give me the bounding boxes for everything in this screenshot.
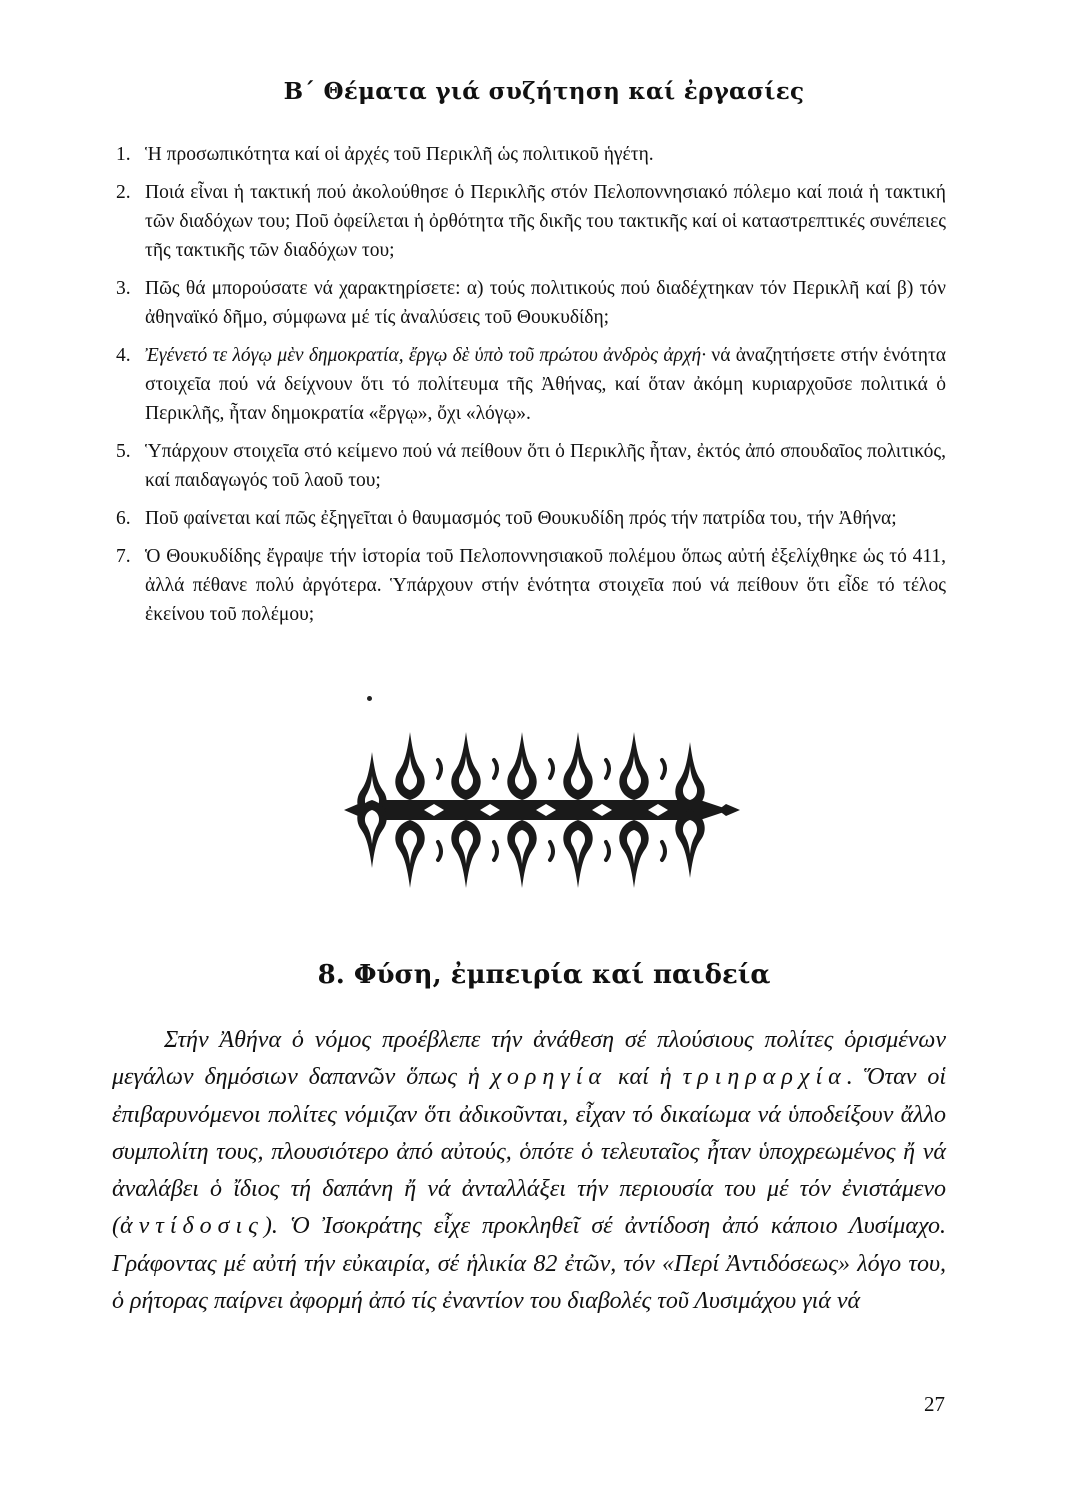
question-number: 6.: [116, 508, 131, 529]
term-trierarchia: τριηραρχία: [682, 1064, 847, 1091]
question-text-container: [145, 341, 946, 428]
question-number: 4.: [116, 345, 131, 366]
term-choregia: χορηγία: [490, 1064, 607, 1091]
question-number: 5.: [116, 441, 131, 462]
question-text: Ποιά εἶναι ἡ τακτική πού ἀκολούθησε ὁ Περικλῆς στόν Πελοποννησιακό πόλεμο καί ποιά ἡ τακτική τῶν διαδόχων του; Ποῦ ὀφείλεται ἡ ὀρθότητα τῆς δικῆς του τακτικῆς καί οἱ καταστρεπτικές συνέπειες τῆς τακτικῆς τῶν διαδόχων του;: [145, 182, 946, 261]
question-text: νά ἀναζητήσετε στήν ἑνότητα στοιχεῖα πού νά δείχνουν ὅτι τό πολίτευμα τῆς Ἀθήνας, καί ὅταν ἀκόμη κυριαρχοῦσε πολιτικά ὁ Περικλῆς, ἦταν δημοκρατία «ἔργῳ», ὄχι «λόγῳ».: [145, 345, 946, 424]
term-antidosis: ἀντίδοσις: [120, 1213, 264, 1240]
paragraph-segment: Στήν Ἀθήνα ὁ νόμος προέβλεπε τήν ἀνάθεση σέ πλούσιους πολίτες ὁρισμένων μεγάλων δημόσιων δαπανῶν ὅπως ἡ: [112, 1027, 946, 1091]
chapter-heading: 8. Φύση, ἐμπειρία καί παιδεία: [317, 960, 771, 990]
question-text: Ὁ Θουκυδίδης ἔγραψε τήν ἱστορία τοῦ Πελοποννησιακοῦ πολέμου ὅπως αὐτή ἐξελίχθηκε ὡς τό 411, ἀλλά πέθανε πολύ ἀργότερα. Ὑπάρχουν στήν ἑνότητα στοιχεῖα πού νά πείθουν ὅτι εἶδε τό τέλος ἐκείνου τοῦ πολέμου;: [145, 546, 946, 625]
section-heading: Β΄ Θέματα γιά συζήτηση καί ἐργασίες: [283, 78, 805, 105]
question-text: Πῶς θά μπορούσατε νά χαρακτηρίσετε: α) τούς πολιτικούς πού διαδέχτηκαν τόν Περικλῆ καί β) τόν ἀθηναϊκό δῆμο, σύμφωνα μέ τίς ἀναλύσεις τοῦ Θουκυδίδη;: [145, 278, 946, 328]
question-number: 1.: [116, 144, 131, 165]
body-paragraph: [112, 1022, 946, 1320]
question-quote: Ἐγένετό τε λόγῳ μὲν δημοκρατία, ἔργῳ δὲ ὑπὸ τοῦ πρώτου ἀνδρὸς ἀρχή·: [145, 345, 707, 366]
question-text: Ὑπάρχουν στοιχεῖα στό κείμενο πού νά πείθουν ὅτι ὁ Περικλῆς ἦταν, ἐκτός ἀπό σπουδαῖος πολιτικός, καί παιδαγωγός τοῦ λαοῦ του;: [145, 441, 946, 491]
paragraph-segment: ). Ὁ Ἰσοκράτης εἶχε προκληθεῖ σέ ἀντίδοση ἀπό κάποιο Λυσίμαχο. Γράφοντας μέ αὐτή τήν εὐκαιρία, σέ ἡλικία 82 ἐτῶν, τόν «Περί Ἀντιδόσεως» λόγο του, ὁ ρήτορας παίρνει ἀφορμή ἀπό τίς ἐναντίον του διαβολές τοῦ Λυσιμάχου γιά νά: [112, 1213, 946, 1315]
page-number: 27: [924, 1392, 945, 1416]
question-item: [116, 542, 946, 629]
question-number: 7.: [116, 546, 131, 567]
question-item: [116, 178, 946, 265]
question-item: [116, 437, 946, 495]
question-item: [116, 140, 946, 169]
question-number: 3.: [116, 278, 131, 299]
discussion-questions-list: [116, 140, 946, 638]
decorative-flame-ornament-icon: [344, 718, 740, 902]
question-number: 2.: [116, 182, 131, 203]
stray-dot: [367, 696, 372, 701]
question-item: [116, 504, 946, 533]
paragraph-segment: . Ὅταν οἱ ἐπιβαρυνόμενοι πολίτες νόμιζαν ὅτι ἀδικοῦνται, εἶχαν τό δικαίωμα νά ὑποδείξουν ἄλλο συμπολίτη τους, πλουσιότερο ἀπό αὐτούς, ὁπότε ὁ τελευταῖος ἦταν ὑποχρεωμένος ἤ νά ἀναλάβει ὁ ἴδιος τή δαπάνη ἤ νά ἀνταλλάξει τήν περιουσία του μέ τόν ἐνιστάμενο (: [112, 1064, 947, 1240]
paragraph-segment: καί ἡ: [607, 1064, 683, 1091]
question-text: Ἡ προσωπικότητα καί οἱ ἀρχές τοῦ Περικλῆ ὡς πολιτικοῦ ἡγέτη.: [145, 144, 654, 165]
question-item: [116, 274, 946, 332]
question-item: [116, 341, 946, 428]
question-text: Ποῦ φαίνεται καί πῶς ἐξηγεῖται ὁ θαυμασμός τοῦ Θουκυδίδη πρός τήν πατρίδα του, τήν Ἀθήνα;: [145, 508, 897, 529]
